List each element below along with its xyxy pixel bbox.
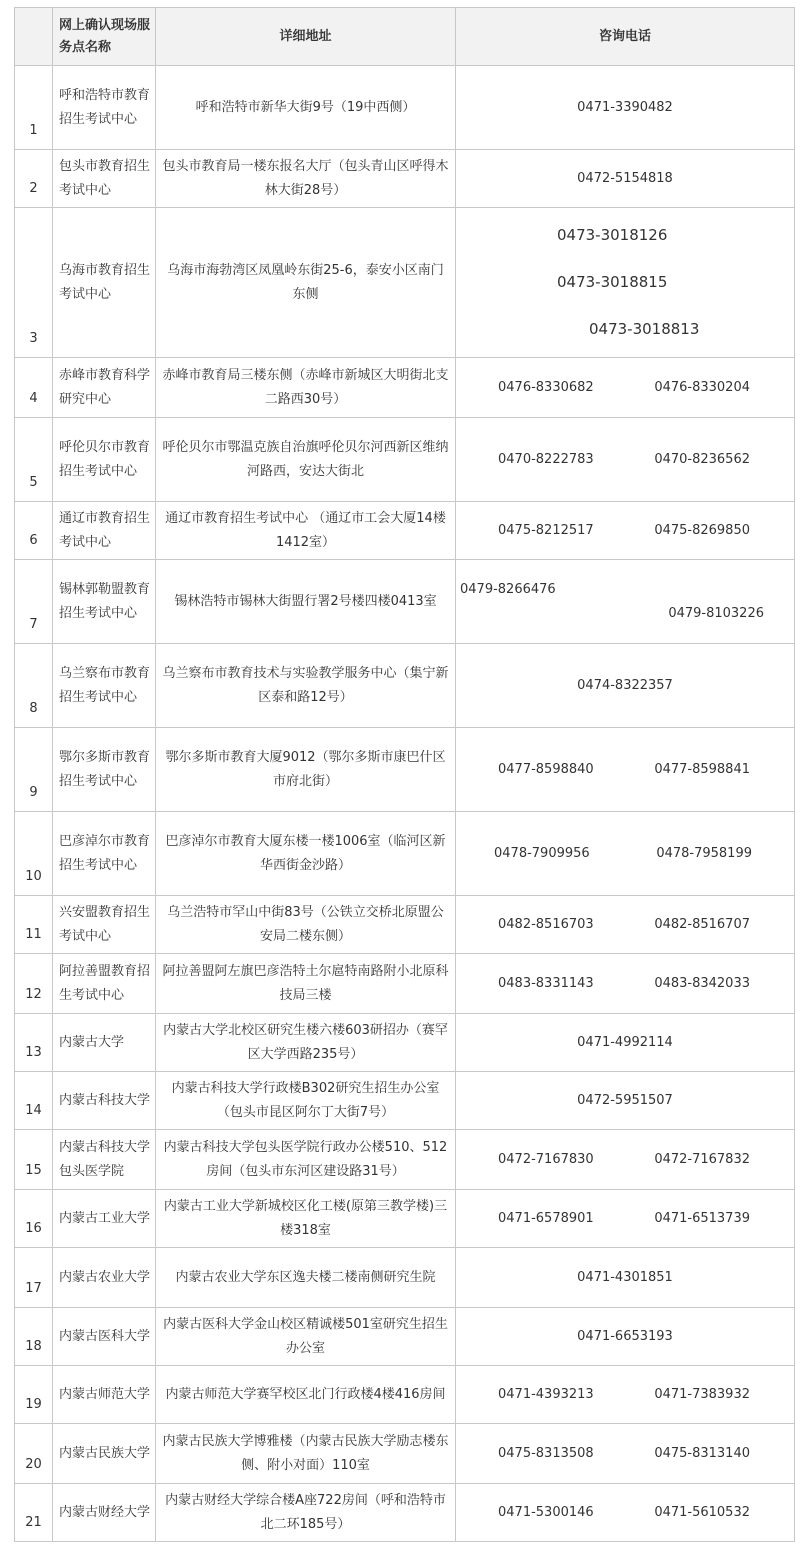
table-header-row [15,8,795,66]
service-point-name: 巴彦淖尔市教育招生考试中心 [53,812,156,896]
phone-number: 0475-8269850 [654,522,750,538]
row-number: 20 [15,1424,53,1484]
service-point-name: 内蒙古工业大学 [53,1190,156,1248]
row-number: 15 [15,1130,53,1190]
phone-cell [456,208,795,358]
service-point-name: 内蒙古大学 [53,1014,156,1072]
phone-number: 0477-8598841 [654,761,750,777]
table-row [15,1248,795,1308]
service-point-name: 乌兰察布市教育招生考试中心 [53,644,156,728]
address: 内蒙古医科大学金山校区精诚楼501室研究生招生办公室 [156,1308,456,1366]
address: 乌兰浩特市罕山中街83号（公铁立交桥北原盟公安局二楼东侧） [156,896,456,954]
phone-number: 0471-4301851 [577,1269,673,1285]
phone-number: 0472-7167830 [498,1151,594,1167]
service-point-name: 鄂尔多斯市教育招生考试中心 [53,728,156,812]
phone-cell [456,1248,795,1308]
phone-cell [456,1424,795,1484]
table-row [15,1424,795,1484]
service-points-table [14,7,795,1542]
phone-number: 0471-5300146 [498,1504,594,1520]
phone-number: 0473-3018126 [557,226,668,244]
row-number: 5 [15,418,53,502]
row-number: 21 [15,1484,53,1542]
phone-number: 0471-3390482 [577,99,673,115]
phone-number: 0478-7958199 [656,845,752,861]
address: 赤峰市教育局三楼东侧（赤峰市新城区大明街北支二路西30号） [156,358,456,418]
address: 内蒙古科技大学行政楼B302研究生招生办公室（包头市昆区阿尔丁大街7号） [156,1072,456,1130]
address: 内蒙古农业大学东区逸夫楼二楼南侧研究生院 [156,1248,456,1308]
row-number: 18 [15,1308,53,1366]
table-row [15,208,795,358]
row-number: 11 [15,896,53,954]
address: 乌海市海勃湾区凤凰岭东街25-6，泰安小区南门东侧 [156,208,456,358]
table-row [15,1366,795,1424]
phone-number: 0475-8313508 [498,1445,594,1461]
phone-number: 0482-8516703 [498,916,594,932]
phone-number: 0483-8342033 [654,975,750,991]
phone-number: 0472-5951507 [577,1092,673,1108]
table-row [15,66,795,150]
table-row [15,1130,795,1190]
table-row [15,502,795,560]
address: 内蒙古师范大学赛罕校区北门行政楼4楼416房间 [156,1366,456,1424]
header-address: 详细地址 [156,8,456,66]
phone-cell [456,954,795,1014]
phone-cell [456,1366,795,1424]
phone-cell [456,358,795,418]
row-number: 7 [15,560,53,644]
phone-number: 0472-5154818 [577,170,673,186]
row-number: 1 [15,66,53,150]
table-row [15,954,795,1014]
table-row [15,1014,795,1072]
phone-number: 0482-8516707 [654,916,750,932]
row-number: 8 [15,644,53,728]
row-number: 4 [15,358,53,418]
phone-number: 0479-8103226 [668,605,764,621]
phone-cell [456,728,795,812]
phone-number: 0474-8322357 [577,677,673,693]
row-number: 10 [15,812,53,896]
phone-number: 0472-7167832 [654,1151,750,1167]
table-row [15,1308,795,1366]
table-row [15,728,795,812]
service-point-name: 锡林郭勒盟教育招生考试中心 [53,560,156,644]
row-number: 12 [15,954,53,1014]
phone-number: 0471-6653193 [577,1328,673,1344]
address: 内蒙古财经大学综合楼A座722房间（呼和浩特市北二环185号） [156,1484,456,1542]
phone-number: 0473-3018813 [589,320,700,338]
address: 呼伦贝尔市鄂温克族自治旗呼伦贝尔河西新区维纳河路西，安达大街北 [156,418,456,502]
service-point-name: 阿拉善盟教育招生考试中心 [53,954,156,1014]
phone-cell [456,1072,795,1130]
address: 包头市教育局一楼东报名大厅（包头青山区呼得木林大街28号） [156,150,456,208]
phone-number: 0471-4992114 [577,1034,673,1050]
phone-number: 0471-6578901 [498,1210,594,1226]
address: 鄂尔多斯市教育大厦9012（鄂尔多斯市康巴什区市府北街） [156,728,456,812]
phone-number: 0471-6513739 [654,1210,750,1226]
table-row [15,150,795,208]
table-row [15,560,795,644]
phone-cell [456,1130,795,1190]
service-point-name: 赤峰市教育科学研究中心 [53,358,156,418]
address: 呼和浩特市新华大街9号（19中西侧） [156,66,456,150]
phone-number: 0479-8266476 [460,581,556,597]
phone-cell [456,896,795,954]
row-number: 19 [15,1366,53,1424]
address: 内蒙古科技大学包头医学院行政办公楼510、512房间（包头市东河区建设路31号） [156,1130,456,1190]
row-number: 14 [15,1072,53,1130]
phone-number: 0483-8331143 [498,975,594,991]
phone-cell [456,1484,795,1542]
service-point-name: 包头市教育招生考试中心 [53,150,156,208]
service-point-name: 兴安盟教育招生考试中心 [53,896,156,954]
service-point-name: 内蒙古财经大学 [53,1484,156,1542]
phone-number: 0471-7383932 [654,1386,750,1402]
service-point-name: 内蒙古科技大学 [53,1072,156,1130]
phone-cell [456,560,795,644]
phone-number: 0475-8313140 [654,1445,750,1461]
address: 内蒙古工业大学新城校区化工楼(原第三教学楼)三楼318室 [156,1190,456,1248]
phone-number: 0470-8222783 [498,451,594,467]
phone-number: 0470-8236562 [654,451,750,467]
service-point-name: 内蒙古民族大学 [53,1424,156,1484]
row-number: 16 [15,1190,53,1248]
phone-cell [456,150,795,208]
row-number: 6 [15,502,53,560]
address: 内蒙古民族大学博雅楼（内蒙古民族大学励志楼东侧、附小对面）110室 [156,1424,456,1484]
phone-cell [456,644,795,728]
phone-number: 0476-8330682 [498,379,594,395]
phone-number: 0471-5610532 [654,1504,750,1520]
row-number: 2 [15,150,53,208]
row-number: 17 [15,1248,53,1308]
phone-number: 0478-7909956 [494,845,590,861]
row-number: 9 [15,728,53,812]
phone-cell [456,1308,795,1366]
service-point-name: 内蒙古农业大学 [53,1248,156,1308]
table-row [15,1190,795,1248]
table-row [15,1072,795,1130]
service-point-name: 通辽市教育招生考试中心 [53,502,156,560]
phone-cell [456,1190,795,1248]
service-point-name: 呼和浩特市教育招生考试中心 [53,66,156,150]
table-row [15,1484,795,1542]
service-point-name: 内蒙古医科大学 [53,1308,156,1366]
phone-cell [456,66,795,150]
table-row [15,812,795,896]
address: 内蒙古大学北校区研究生楼六楼603研招办（赛罕区大学西路235号） [156,1014,456,1072]
service-point-name: 呼伦贝尔市教育招生考试中心 [53,418,156,502]
phone-number: 0476-8330204 [654,379,750,395]
address: 乌兰察布市教育技术与实验教学服务中心（集宁新区泰和路12号） [156,644,456,728]
address: 阿拉善盟阿左旗巴彦浩特土尔扈特南路附小北原科技局三楼 [156,954,456,1014]
service-point-name: 内蒙古师范大学 [53,1366,156,1424]
address: 锡林浩特市锡林大街盟行署2号楼四楼0413室 [156,560,456,644]
service-point-name: 乌海市教育招生考试中心 [53,208,156,358]
header-phone: 咨询电话 [456,8,795,66]
table-row [15,418,795,502]
address: 巴彦淖尔市教育大厦东楼一楼1006室（临河区新华西街金沙路） [156,812,456,896]
row-number: 13 [15,1014,53,1072]
phone-cell [456,1014,795,1072]
address: 通辽市教育招生考试中心 （通辽市工会大厦14楼1412室） [156,502,456,560]
table-row [15,358,795,418]
row-number: 3 [15,208,53,358]
table-row [15,896,795,954]
phone-number: 0475-8212517 [498,522,594,538]
header-number [15,8,53,66]
phone-cell [456,502,795,560]
service-point-name: 内蒙古科技大学包头医学院 [53,1130,156,1190]
phone-cell [456,812,795,896]
phone-number: 0477-8598840 [498,761,594,777]
header-service-point-name: 网上确认现场服务点名称 [53,8,156,66]
phone-number: 0473-3018815 [557,273,668,291]
phone-cell [456,418,795,502]
phone-number: 0471-4393213 [498,1386,594,1402]
table-row [15,644,795,728]
